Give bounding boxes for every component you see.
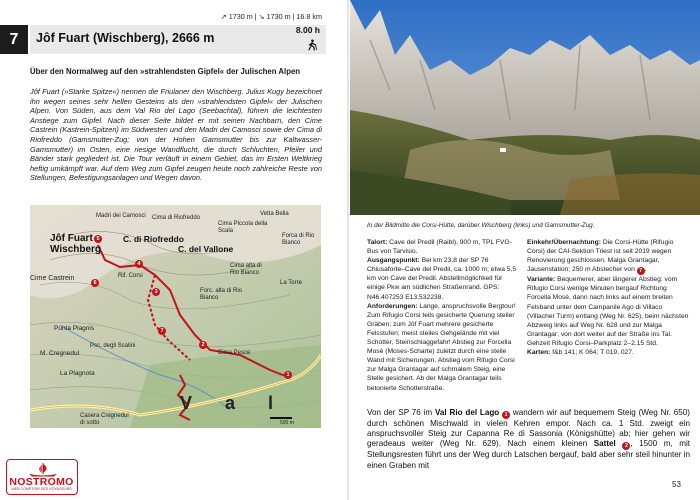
ausgang-label: Ausgangspunkt: xyxy=(367,257,420,265)
body-text-3: , 1500 m, mit Stellungsresten führt uns der Weg durch Latschen bergauf, bald aber sehr steil hinunter in einen Graben mit xyxy=(367,439,691,470)
route-stats: ↗ 1730 m | ↘ 1730 m | 16.8 km xyxy=(220,12,322,21)
anforderungen-text: Lange, anspruchsvolle Bergtour! Zum Rifugio Corsi teils gesicherte Querung steiler Gräben; zum Jôf Fuart mehrere gesicherte Felsstufen; meist steiles Gehgelände mit viel Schotter, Steinschlaggefahr! Abstieg zur Forcella Mosè (Moses-Scharte) zuletzt durch eine steile Wand mit Sicherungen. Abstieg vom Rifugio Corsi zur Malga Grantagar auf schmalem Steig, eine Stelle gesichert. Ab der Malga Grantagar teils betonierte Schotterstraße. xyxy=(367,302,516,392)
map-waypoint: 2 xyxy=(199,341,207,349)
info-column-right xyxy=(527,238,690,357)
variante-text: Bequemerer, aber längerer Abstieg: vom Rifugio Corsi wenige Minuten bergauf Richtung Forcella Mosè, dann nach links auf einem breiten Felsband unter dem Campanile Ago di Villaco (Villacher Turm) entlang (Weg Nr. 625), beim nächsten Abzweig links auf Weg Nr. 628 und zur Malga Grantagar; von dort weiter auf der Straße ins Tal. Gehzeit Rifugio Corsi–Parkplatz 2–2.15 Std. xyxy=(527,276,689,347)
map-label-vetta-bella: Vetta Bella xyxy=(260,211,289,217)
route-description xyxy=(367,408,690,471)
map-label-madri: Madri dei Camosci xyxy=(96,213,146,219)
route-title: Jôf Fuart (Wischberg), 2666 m xyxy=(36,31,215,45)
talort-text: Cave del Predil (Raibl), 900 m, TPL FVG-Bus von Tarvisio. xyxy=(367,239,512,256)
waypoint-marker: 7 xyxy=(637,267,645,275)
map-label-rio-bianco: Cima alta di Rio Bianco xyxy=(230,263,262,276)
mountain-photo xyxy=(350,0,700,215)
map-label-cima-pesce: Cima Pesce xyxy=(218,350,251,356)
hiker-icon xyxy=(306,39,318,51)
map-label-la-torre: La Torre xyxy=(280,280,302,286)
map-label-c-vallone: C. del Vallone xyxy=(178,244,234,254)
page-gutter xyxy=(347,0,349,500)
map-label-forca: Forca di Rio Bianco xyxy=(282,233,315,246)
einkehr-end: . xyxy=(644,266,647,274)
einkehr-label: Einkehr/Übernachtung: xyxy=(527,239,601,246)
map-label-punta-plagnis: Punta Plagnis xyxy=(54,325,95,332)
topo-map xyxy=(30,205,321,428)
map-label-cima-piccola: Cima Piccola della Scala xyxy=(218,221,268,234)
map-scale-label: 500 m xyxy=(280,420,294,426)
map-label-castrein: Cime Castrein xyxy=(30,275,75,282)
nostromo-logo xyxy=(6,459,78,495)
map-waypoint: 1 xyxy=(284,371,292,379)
map-waypoint: 4 xyxy=(135,260,143,268)
body-text-2: wandern wir auf bequemem Steig (Weg Nr. 650) durch schönen Mischwald in vielen Kehren empor. Nach ca. 1 Std. zweigt ein anspruchsvoller Steig zur Capanna Re di Sassonia (Königshütte) ab; hier gehen wir geradeaus weiter (Weg Nr. 629). Nach einem kleinen xyxy=(367,408,690,449)
ausgang-text: Bei km 23,8 der SP 76 Chiusaforte–Cave del Predil, ca. 1000 m; etwa 5,5 km von Cave del Predil. Abstellmöglichkeit für einige Pkw am südlichen Straßenrand. GPS: N46.407253 E13.532238. xyxy=(367,257,517,301)
route-duration: 8.00 h xyxy=(295,25,320,35)
map-waypoint: 6 xyxy=(91,279,99,287)
map-label-cima-rio: Cima di Riofreddo xyxy=(152,215,201,221)
map-label-cregnedul: M. Cregnedul xyxy=(40,350,80,357)
route-subheading: Über den Normalweg auf den »strahlendsten Gipfel« der Julischen Alpen xyxy=(30,67,301,76)
body-place-1: Val Rio del Lago xyxy=(434,408,500,417)
page-number: 53 xyxy=(672,480,681,489)
map-label-c-riof: C. di Riofreddo xyxy=(123,234,184,244)
map-label-la-plagnota: La Plagnota xyxy=(60,370,95,377)
map-waypoint: 3 xyxy=(152,288,160,296)
waypoint-marker: 2 xyxy=(622,442,630,450)
body-place-2: Sattel xyxy=(593,439,616,449)
waypoint-marker: 1 xyxy=(502,411,510,419)
karten-label: Karten: xyxy=(527,349,551,357)
map-label-rif-corsi: Rif. Corsi xyxy=(118,273,143,279)
variante-label: Variante: xyxy=(527,276,556,284)
photo-caption: In der Bildmitte die Corsi-Hütte, darüber Wischberg (links) und Gamsmutter-Zug. xyxy=(367,222,595,229)
map-label-scalini: Psc. degli Scalini xyxy=(90,343,136,349)
karten-text: f&b 141; K 064; T 019, 027. xyxy=(552,349,634,357)
body-text-1: Von der SP 76 im xyxy=(367,408,435,417)
route-number: 7 xyxy=(0,25,28,54)
map-label-jof: Jôf Fuart Wischberg xyxy=(50,233,102,255)
info-column-left xyxy=(367,238,521,393)
route-intro: Jôf Fuart (»Starke Spitze«) nennen die Friulaner den Wischberg. Julius Kugy bezeichnet ihn wegen seines sehr hellen Gesteins als den »strahlendsten Gipfel« der Julischen Alpen. Von Süden, aus dem Val Rio del Lago (Seebachtal), führen die leichtesten Anstiege zum Gipfel. Nach dieser Seite bildet er mit seinen Nachbarn, den Cime Castrein (Kastrein-Spitzen) im Südwesten und den Madri dei Camosci sowie der Cima di Riofreddo (Gamsmutter-Zug; von der Hohen Gamsmutter bis zur Kaltwasser-Gamsmutter) im Osten, eine riesige Wandflucht, die durch Schluchten, Pfeiler und Bänder stark gegliedert ist. Die Tour verläuft in einem Gebiet, das im Ersten Weltkrieg heftig umkämpft war. Auf dem Weg zum Gipfel zeugen heute noch zahlreiche Reste von Stellungen, Befestigungsanlagen und Wegen davon. xyxy=(30,87,322,183)
map-label-casera: Casera Cregnedul di sotto xyxy=(80,413,129,426)
talort-label: Talort: xyxy=(367,239,388,246)
anforderungen-label: Anforderungen: xyxy=(367,302,418,310)
einkehr-text: Die Corsi-Hütte (Rifugio Corsi) der CAI-Sektion Triest ist seit 2019 wegen Renovierung geschlossen. Malga Grantagar, Jausenstation; 250 m Abstecher von xyxy=(527,239,674,274)
logo-name: NOSTROMO xyxy=(9,476,74,488)
map-waypoint: 7 xyxy=(158,327,166,335)
map-label-val: V a l xyxy=(180,393,288,413)
map-waypoint: 5 xyxy=(94,235,102,243)
logo-tagline: WEB COMPTOIR DES VOYAGEURS xyxy=(11,487,72,491)
map-label-forc-alta: Forc. alta di Rio Bianco xyxy=(200,288,243,301)
